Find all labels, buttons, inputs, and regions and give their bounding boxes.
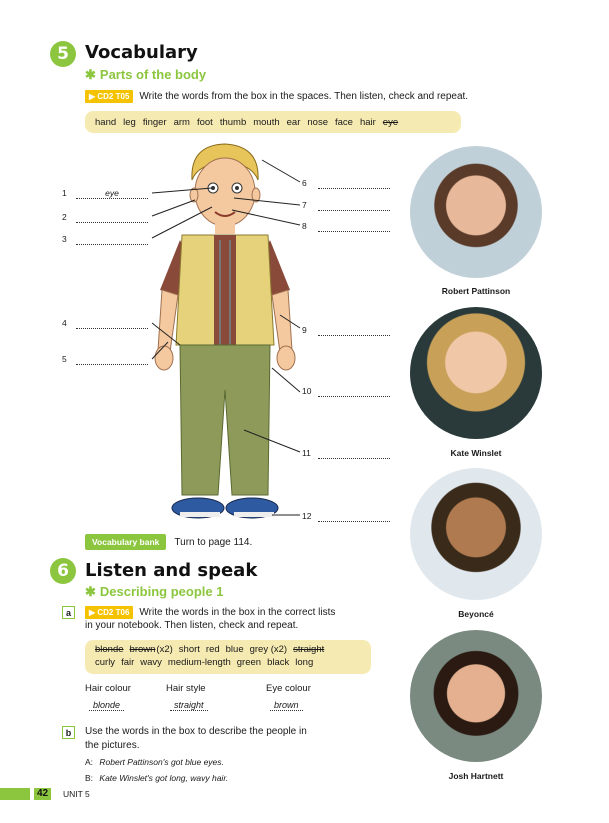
answer-field[interactable] — [318, 511, 390, 522]
column-example: blonde — [89, 700, 124, 711]
footer-bar — [0, 788, 30, 800]
label-number: 3 — [62, 234, 67, 244]
word-item: straight — [293, 644, 325, 655]
label-number: 1 — [62, 188, 67, 198]
section-title: Vocabulary — [85, 42, 198, 63]
vocabulary-bank-text: Turn to page 114. — [174, 536, 253, 548]
photo-caption: Kate Winslet — [450, 448, 502, 458]
answer-field[interactable] — [318, 221, 390, 232]
instruction-text: Use the words in the box to describe the people in — [85, 726, 307, 737]
photo-caption: Josh Hartnett — [448, 771, 504, 781]
star-icon: ✱ — [85, 584, 96, 599]
vocabulary-bank-badge[interactable]: Vocabulary bank — [85, 534, 166, 550]
instruction-text: Write the words from the box in the spaces. Then listen, check and repeat. — [139, 91, 469, 102]
photo-robert-pattinson — [410, 146, 542, 278]
photo-caption: Beyoncé — [458, 609, 494, 619]
word-box — [85, 111, 461, 133]
vocabulary-bank-row — [85, 534, 252, 550]
audio-track-badge[interactable]: ▶ CD2 T06 — [85, 606, 133, 619]
word-item: red — [205, 644, 220, 655]
section-subtitle: ✱ Describing people 1 — [85, 584, 224, 599]
column-header: Eye colour — [266, 683, 311, 694]
section-title: Listen and speak — [85, 560, 258, 581]
word-item: leg — [123, 116, 136, 128]
label-number: 9 — [302, 325, 307, 335]
word-item: black — [267, 657, 290, 668]
word-item: face — [334, 116, 353, 128]
instruction-text: in your notebook. Then listen, check and repeat. — [85, 620, 299, 631]
part-b-marker: b — [62, 726, 75, 739]
label-number: 2 — [62, 212, 67, 222]
label-number: 11 — [302, 448, 311, 458]
instruction-text: Write the words in the box in the correct lists — [139, 607, 336, 618]
section-subtitle: ✱ Parts of the body — [85, 67, 207, 82]
word-item: fair — [121, 657, 135, 668]
boy-illustration — [140, 140, 310, 530]
word-box — [85, 640, 371, 674]
dialogue-line: B: Kate Winslet's got long, wavy hair. — [85, 773, 229, 783]
answer-field[interactable] — [318, 325, 390, 336]
audio-track-badge[interactable]: ▶ CD2 T05 — [85, 90, 133, 103]
label-number: 4 — [62, 318, 67, 328]
star-icon: ✱ — [85, 67, 96, 82]
photo-beyonce — [410, 468, 542, 600]
word-item: thumb — [219, 116, 247, 128]
instruction-text: the pictures. — [85, 740, 140, 751]
word-item: short — [178, 644, 200, 655]
word-item: blonde — [95, 644, 124, 655]
column-example: brown — [270, 700, 303, 711]
word-item: medium-length — [167, 657, 231, 668]
answer-field[interactable] — [318, 200, 390, 211]
answer-field[interactable] — [318, 448, 390, 459]
word-item: hand — [95, 116, 117, 128]
word-item: wavy — [140, 657, 162, 668]
section-number-badge: 6 — [50, 558, 76, 584]
label-number: 6 — [302, 178, 307, 188]
answer-field[interactable] — [318, 386, 390, 397]
label-number: 7 — [302, 200, 307, 210]
answer-field[interactable] — [318, 178, 390, 189]
answer-field[interactable]: eye — [76, 188, 148, 199]
answer-field[interactable] — [76, 212, 148, 223]
photo-josh-hartnett — [410, 630, 542, 762]
dialogue-line: A: Robert Pattinson's got blue eyes. — [85, 757, 224, 767]
page-number: 42 — [34, 788, 51, 800]
word-item: grey (x2) — [249, 644, 288, 655]
label-number: 5 — [62, 354, 67, 364]
word-item: ear — [286, 116, 301, 128]
instruction-row — [85, 90, 468, 103]
column-header: Hair style — [166, 683, 206, 694]
word-item: mouth — [253, 116, 280, 128]
label-number: 12 — [302, 511, 312, 521]
part-a-marker: a — [62, 606, 75, 619]
word-item: curly — [95, 657, 116, 668]
column-header: Hair colour — [85, 683, 131, 694]
word-item: (x2) — [156, 644, 173, 655]
word-item: blue — [225, 644, 244, 655]
word-item: foot — [196, 116, 213, 128]
section-number-badge: 5 — [50, 41, 76, 67]
label-number: 8 — [302, 221, 307, 231]
word-item: green — [236, 657, 262, 668]
word-item: long — [295, 657, 314, 668]
answer-field[interactable] — [76, 234, 148, 245]
label-number: 10 — [302, 386, 312, 396]
word-item: brown — [129, 644, 156, 655]
answer-field[interactable] — [76, 318, 148, 329]
unit-label: UNIT 5 — [63, 789, 90, 799]
word-item: eye — [382, 116, 399, 128]
column-example: straight — [170, 700, 208, 711]
instruction-row — [85, 606, 335, 619]
photo-caption: Robert Pattinson — [441, 286, 511, 296]
answer-field[interactable] — [76, 354, 148, 365]
word-item: arm — [173, 116, 190, 128]
word-item: hair — [359, 116, 376, 128]
word-item: finger — [142, 116, 167, 128]
word-item: nose — [307, 116, 328, 128]
photo-kate-winslet — [410, 307, 542, 439]
